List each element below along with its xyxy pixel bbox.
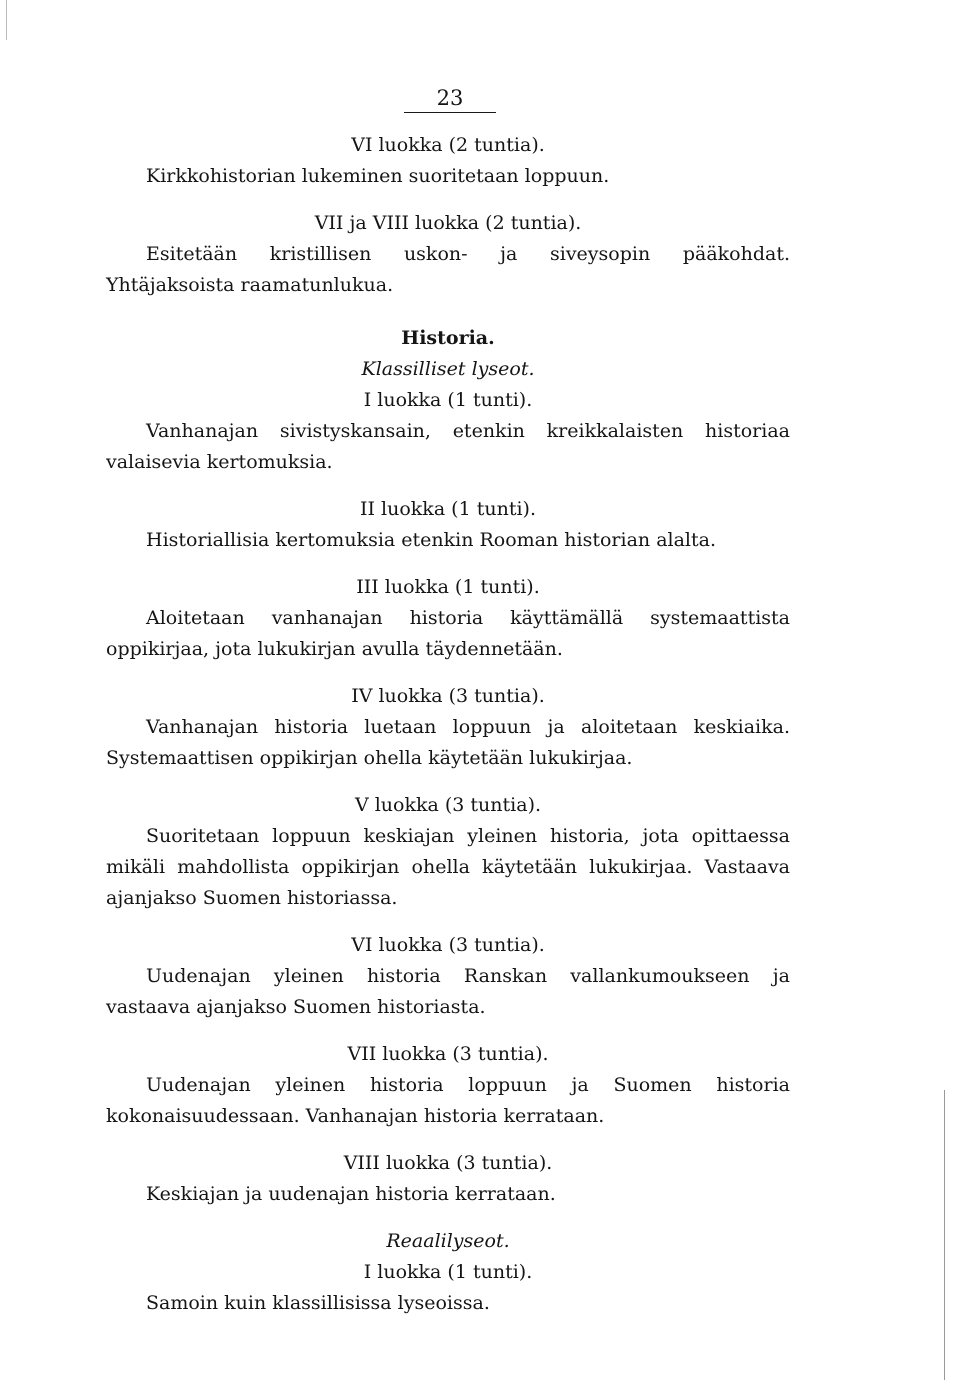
class-heading: VII luokka (3 tuntia). bbox=[347, 1043, 549, 1065]
section-gap bbox=[106, 192, 790, 208]
curriculum-paragraph: Samoin kuin klassillisissa lyseoissa. bbox=[146, 1292, 490, 1314]
scan-margin-line bbox=[944, 1090, 945, 1380]
section-gap bbox=[106, 1210, 790, 1226]
subject-heading: Historia. bbox=[401, 327, 495, 349]
curriculum-paragraph: Uudenajan yleinen historia loppuun ja Suomen historia kokonaisuudessaan. Vanhanajan historia kerrataan. bbox=[106, 1074, 790, 1127]
class-heading: I luokka (1 tunti). bbox=[363, 389, 533, 411]
school-type-heading: Reaalilyseot. bbox=[386, 1230, 510, 1252]
page-number: 23 bbox=[404, 86, 496, 113]
scan-edge-mark bbox=[6, 0, 7, 40]
section-gap bbox=[106, 478, 790, 494]
class-heading: IV luokka (3 tuntia). bbox=[351, 685, 545, 707]
section-gap bbox=[106, 774, 790, 790]
curriculum-paragraph: Vanhanajan sivistyskansain, etenkin kreikkalaisten historiaa valaisevia kertomuksia. bbox=[106, 420, 790, 473]
class-heading: III luokka (1 tunti). bbox=[356, 576, 540, 598]
curriculum-paragraph: Kirkkohistorian lukeminen suoritetaan loppuun. bbox=[146, 165, 610, 187]
curriculum-paragraph: Keskiajan ja uudenajan historia kerrataan. bbox=[146, 1183, 556, 1205]
class-heading: VI luokka (3 tuntia). bbox=[351, 934, 545, 956]
section-gap bbox=[106, 1132, 790, 1148]
section-gap bbox=[106, 914, 790, 930]
section-gap bbox=[106, 301, 790, 317]
school-type-heading: Klassilliset lyseot. bbox=[361, 358, 535, 380]
curriculum-paragraph: Esitetään kristillisen uskon- ja siveysopin pääkohdat. Yhtäjaksoista raamatunlukua. bbox=[106, 243, 790, 296]
class-heading: II luokka (1 tunti). bbox=[359, 498, 536, 520]
curriculum-paragraph: Uudenajan yleinen historia Ranskan vallankumoukseen ja vastaava ajanjakso Suomen historiasta. bbox=[106, 965, 790, 1018]
class-heading: VIII luokka (3 tuntia). bbox=[343, 1152, 553, 1174]
section-gap bbox=[106, 1023, 790, 1039]
curriculum-paragraph: Historiallisia kertomuksia etenkin Rooman historian alalta. bbox=[146, 529, 716, 551]
curriculum-paragraph: Suoritetaan loppuun keskiajan yleinen historia, jota opittaessa mikäli mahdollista oppikirjan ohella käytetään lukukirjaa. Vastaava ajanjakso Suomen historiassa. bbox=[106, 825, 790, 909]
curriculum-paragraph: Vanhanajan historia luetaan loppuun ja aloitetaan keskiaika. Systemaattisen oppikirjan ohella käytetään lukukirjaa. bbox=[106, 716, 790, 769]
class-heading: VI luokka (2 tuntia). bbox=[351, 134, 545, 156]
curriculum-paragraph: Aloitetaan vanhanajan historia käyttämällä systemaattista oppikirjaa, jota lukukirjan avulla täydennetään. bbox=[106, 607, 790, 660]
section-gap bbox=[106, 665, 790, 681]
class-heading: I luokka (1 tunti). bbox=[363, 1261, 533, 1283]
section-gap bbox=[106, 556, 790, 572]
class-heading: V luokka (3 tuntia). bbox=[354, 794, 542, 816]
page-content bbox=[106, 130, 790, 1319]
class-heading: VII ja VIII luokka (2 tuntia). bbox=[314, 212, 582, 234]
